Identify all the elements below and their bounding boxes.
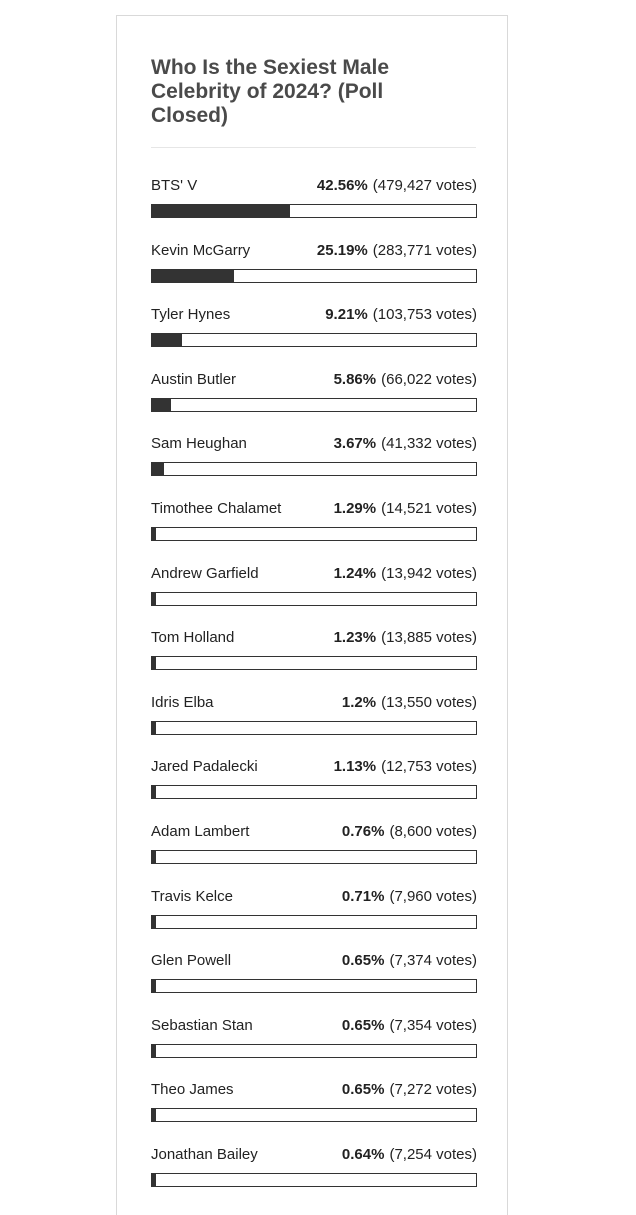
poll-option <box>151 1080 477 1145</box>
poll-option-bar <box>151 527 477 541</box>
poll-option-row <box>151 499 477 519</box>
poll-option-percent: 0.64% <box>341 1145 385 1163</box>
poll-option-votes: (283,771 votes) <box>372 241 477 259</box>
poll-option-percent: 25.19% <box>316 241 368 259</box>
poll-option-row <box>151 822 477 842</box>
poll-option-stats <box>334 564 477 584</box>
poll-option-bar <box>151 850 477 864</box>
poll-option-percent: 1.29% <box>333 499 377 517</box>
poll-option-percent: 0.65% <box>341 1081 385 1099</box>
poll-option <box>151 1145 477 1210</box>
poll-option-name: Timothee Chalamet <box>151 499 282 517</box>
poll-option <box>151 370 477 435</box>
poll-option-row <box>151 1145 477 1165</box>
poll-option-votes: (14,521 votes) <box>381 499 477 517</box>
poll-option-bar-fill <box>152 593 156 605</box>
poll-option-bar <box>151 204 477 218</box>
poll-option-votes: (7,354 votes) <box>389 1016 477 1034</box>
poll-option-row <box>151 1016 477 1036</box>
poll-option-bar-fill <box>152 528 156 540</box>
poll-option-stats <box>317 176 477 196</box>
poll-option-row <box>151 693 477 713</box>
poll-option-percent: 0.71% <box>341 887 385 905</box>
poll-option-row <box>151 1080 477 1100</box>
poll-option-bar <box>151 721 477 735</box>
poll-option-name: Tom Holland <box>151 629 235 647</box>
poll-option-stats <box>342 822 477 842</box>
poll-option-stats <box>334 370 477 390</box>
poll-option-percent: 0.65% <box>341 1016 385 1034</box>
poll-option-percent: 1.2% <box>341 693 377 711</box>
poll-option-name: BTS' V <box>151 177 198 194</box>
poll-option-name: Tyler Hynes <box>151 306 231 324</box>
poll-option-name: Kevin McGarry <box>151 241 251 259</box>
poll-option-bar <box>151 785 477 799</box>
poll-option <box>151 822 477 887</box>
poll-option <box>151 241 477 306</box>
poll-option-percent: 1.23% <box>333 629 377 647</box>
poll-option-stats <box>317 241 477 261</box>
poll-option-bar-fill <box>152 399 171 411</box>
poll-card <box>116 15 508 1215</box>
poll-option <box>151 951 477 1016</box>
poll-option-row <box>151 757 477 777</box>
poll-option-row <box>151 887 477 907</box>
poll-option <box>151 499 477 564</box>
poll-option <box>151 628 477 693</box>
poll-option-votes: (13,942 votes) <box>381 564 477 582</box>
poll-option <box>151 887 477 952</box>
poll-option-percent: 9.21% <box>325 306 368 324</box>
poll-option-stats <box>342 1145 477 1165</box>
poll-option-votes: (7,254 votes) <box>389 1145 477 1163</box>
poll-option-stats <box>334 757 477 777</box>
poll-option-percent: 1.24% <box>333 564 377 582</box>
poll-option-bar-fill <box>152 1109 156 1121</box>
poll-option-bar <box>151 1173 477 1187</box>
poll-option-row <box>151 628 477 648</box>
poll-option-votes: (13,550 votes) <box>381 693 477 711</box>
poll-option-name: Travis Kelce <box>151 887 233 905</box>
poll-option-bar-fill <box>152 334 182 346</box>
poll-option-row <box>151 951 477 971</box>
poll-option-bar <box>151 979 477 993</box>
poll-title: Who Is the Sexiest Male Celebrity of 2024? (Poll Closed) <box>151 56 390 127</box>
poll-option-votes: (7,960 votes) <box>389 887 477 905</box>
poll-option-stats <box>342 1080 477 1100</box>
poll-option-bar-fill <box>152 786 156 798</box>
poll-option-name: Sam Heughan <box>151 435 247 453</box>
poll-option-percent: 5.86% <box>333 370 377 388</box>
poll-option-stats <box>342 1016 477 1036</box>
poll-option <box>151 757 477 822</box>
poll-option-percent: 42.56% <box>316 177 368 194</box>
poll-options-list <box>151 176 477 1210</box>
poll-option-votes: (13,885 votes) <box>381 629 477 647</box>
poll-option-row <box>151 564 477 584</box>
poll-option-name: Andrew Garfield <box>151 564 259 582</box>
poll-option-row <box>151 241 477 261</box>
poll-option-votes: (103,753 votes) <box>372 306 477 324</box>
poll-option-bar <box>151 1108 477 1122</box>
title-divider <box>151 147 476 148</box>
poll-option-bar <box>151 592 477 606</box>
poll-option-bar <box>151 656 477 670</box>
poll-option <box>151 564 477 629</box>
poll-option-bar-fill <box>152 1174 156 1186</box>
poll-option-bar-fill <box>152 916 156 928</box>
poll-option <box>151 693 477 758</box>
poll-option-bar <box>151 398 477 412</box>
poll-option-bar-fill <box>152 657 156 669</box>
poll-option-percent: 0.76% <box>341 822 385 840</box>
poll-option <box>151 1016 477 1081</box>
poll-option-bar <box>151 269 477 283</box>
poll-option-row <box>151 370 477 390</box>
poll-option-bar-fill <box>152 1045 156 1057</box>
poll-option-stats <box>334 499 477 519</box>
poll-option-stats <box>342 887 477 907</box>
poll-option-bar <box>151 462 477 476</box>
poll-option-bar-fill <box>152 205 290 217</box>
poll-option <box>151 434 477 499</box>
poll-option-votes: (12,753 votes) <box>381 758 477 776</box>
poll-option-votes: (41,332 votes) <box>381 435 477 453</box>
poll-option-bar-fill <box>152 722 156 734</box>
poll-option-name: Sebastian Stan <box>151 1016 253 1034</box>
poll-option-bar-fill <box>152 463 164 475</box>
poll-option-votes: (8,600 votes) <box>389 822 477 840</box>
poll-option-row <box>151 176 477 196</box>
poll-option-name: Theo James <box>151 1081 234 1099</box>
poll-option-percent: 0.65% <box>341 952 385 970</box>
poll-option-row <box>151 305 477 325</box>
poll-option-name: Glen Powell <box>151 952 232 970</box>
poll-option-percent: 3.67% <box>333 435 377 453</box>
poll-option-stats <box>334 434 477 454</box>
poll-option-bar <box>151 1044 477 1058</box>
poll-option-percent: 1.13% <box>333 758 377 776</box>
poll-option-votes: (7,272 votes) <box>389 1081 477 1099</box>
poll-option-name: Idris Elba <box>151 693 214 711</box>
poll-option-stats <box>325 305 477 325</box>
poll-option-bar-fill <box>152 851 156 863</box>
poll-option-row <box>151 434 477 454</box>
poll-option-name: Jared Padalecki <box>151 758 258 776</box>
poll-option-votes: (479,427 votes) <box>372 177 477 194</box>
poll-option-bar <box>151 333 477 347</box>
poll-option-name: Adam Lambert <box>151 822 250 840</box>
poll-option-stats <box>342 693 477 713</box>
poll-option <box>151 305 477 370</box>
poll-option-bar-fill <box>152 270 234 282</box>
poll-option-stats <box>342 951 477 971</box>
poll-option-bar-fill <box>152 980 156 992</box>
poll-option-stats <box>334 628 477 648</box>
poll-option-votes: (7,374 votes) <box>389 952 477 970</box>
poll-option-bar <box>151 915 477 929</box>
poll-option-votes: (66,022 votes) <box>381 370 477 388</box>
poll-option <box>151 176 477 241</box>
poll-option-name: Austin Butler <box>151 370 237 388</box>
poll-option-name: Jonathan Bailey <box>151 1145 258 1163</box>
